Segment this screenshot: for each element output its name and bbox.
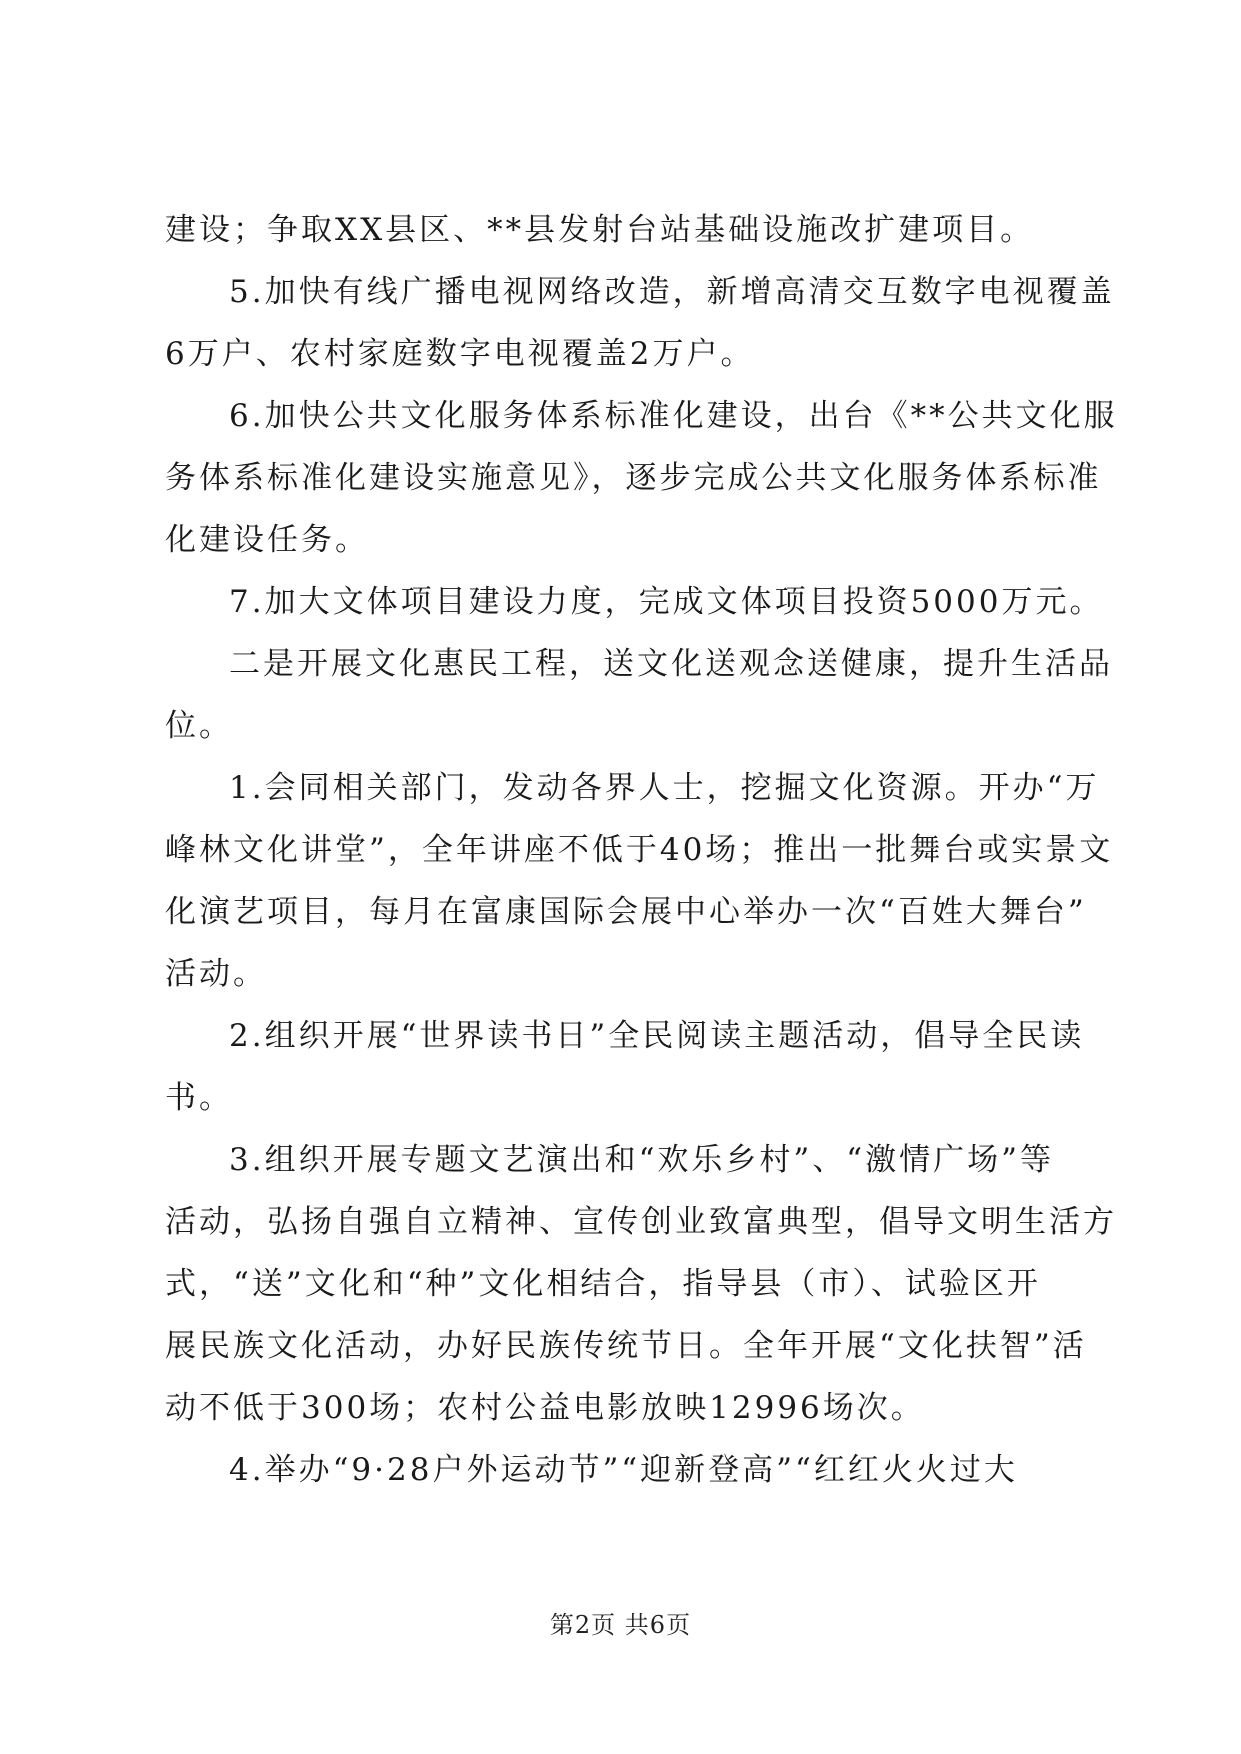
body-line: 二是开展文化惠民工程，送文化送观念送健康，提升生活品: [229, 646, 1113, 682]
body-line: 化演艺项目，每月在富康国际会展中心举办一次“百姓大舞台”: [165, 894, 1087, 930]
body-line: 2.组织开展“世界读书日”全民阅读主题活动，倡导全民读: [229, 1018, 1085, 1054]
body-line: 式，“送”文化和“种”文化相结合，指导县（市）、试验区开: [165, 1266, 1041, 1302]
body-line: 务体系标准化建设实施意见》，逐步完成公共文化服务体系标准: [165, 460, 1102, 496]
body-line: 书。: [165, 1080, 233, 1116]
body-line: 5.加快有线广播电视网络改造，新增高清交互数字电视覆盖: [229, 274, 1115, 310]
body-line: 6.加快公共文化服务体系标准化建设，出台《**公共文化服: [229, 398, 1118, 434]
body-line: 1.会同相关部门，发动各界人士，挖掘文化资源。开办“万: [229, 770, 1100, 806]
body-line: 展民族文化活动，办好民族传统节日。全年开展“文化扶智”活: [165, 1328, 1087, 1364]
body-line: 7.加大文体项目建设力度，完成文体项目投资5000万元。: [229, 584, 1104, 620]
body-line: 动不低于300场；农村公益电影放映12996场次。: [165, 1390, 925, 1426]
body-line: 建设；争取XX县区、**县发射台站基础设施改扩建项目。: [165, 212, 1035, 248]
body-line: 化建设任务。: [165, 522, 369, 558]
body-line: 活动，弘扬自强自立精神、宣传创业致富典型，倡导文明生活方: [165, 1204, 1117, 1240]
body-line: 6万户、农村家庭数字电视覆盖2万户。: [165, 336, 755, 372]
body-line: 峰林文化讲堂”，全年讲座不低于40场；推出一批舞台或实景文: [165, 832, 1114, 868]
body-line: 4.举办“9·28户外运动节”“迎新登高”“红红火火过大: [229, 1452, 1018, 1488]
body-line: 位。: [165, 708, 233, 744]
page-number-footer: 第2页 共6页: [549, 1611, 692, 1639]
body-line: 活动。: [165, 956, 267, 992]
body-line: 3.组织开展专题文艺演出和“欢乐乡村”、“激情广场”等: [229, 1142, 1054, 1178]
